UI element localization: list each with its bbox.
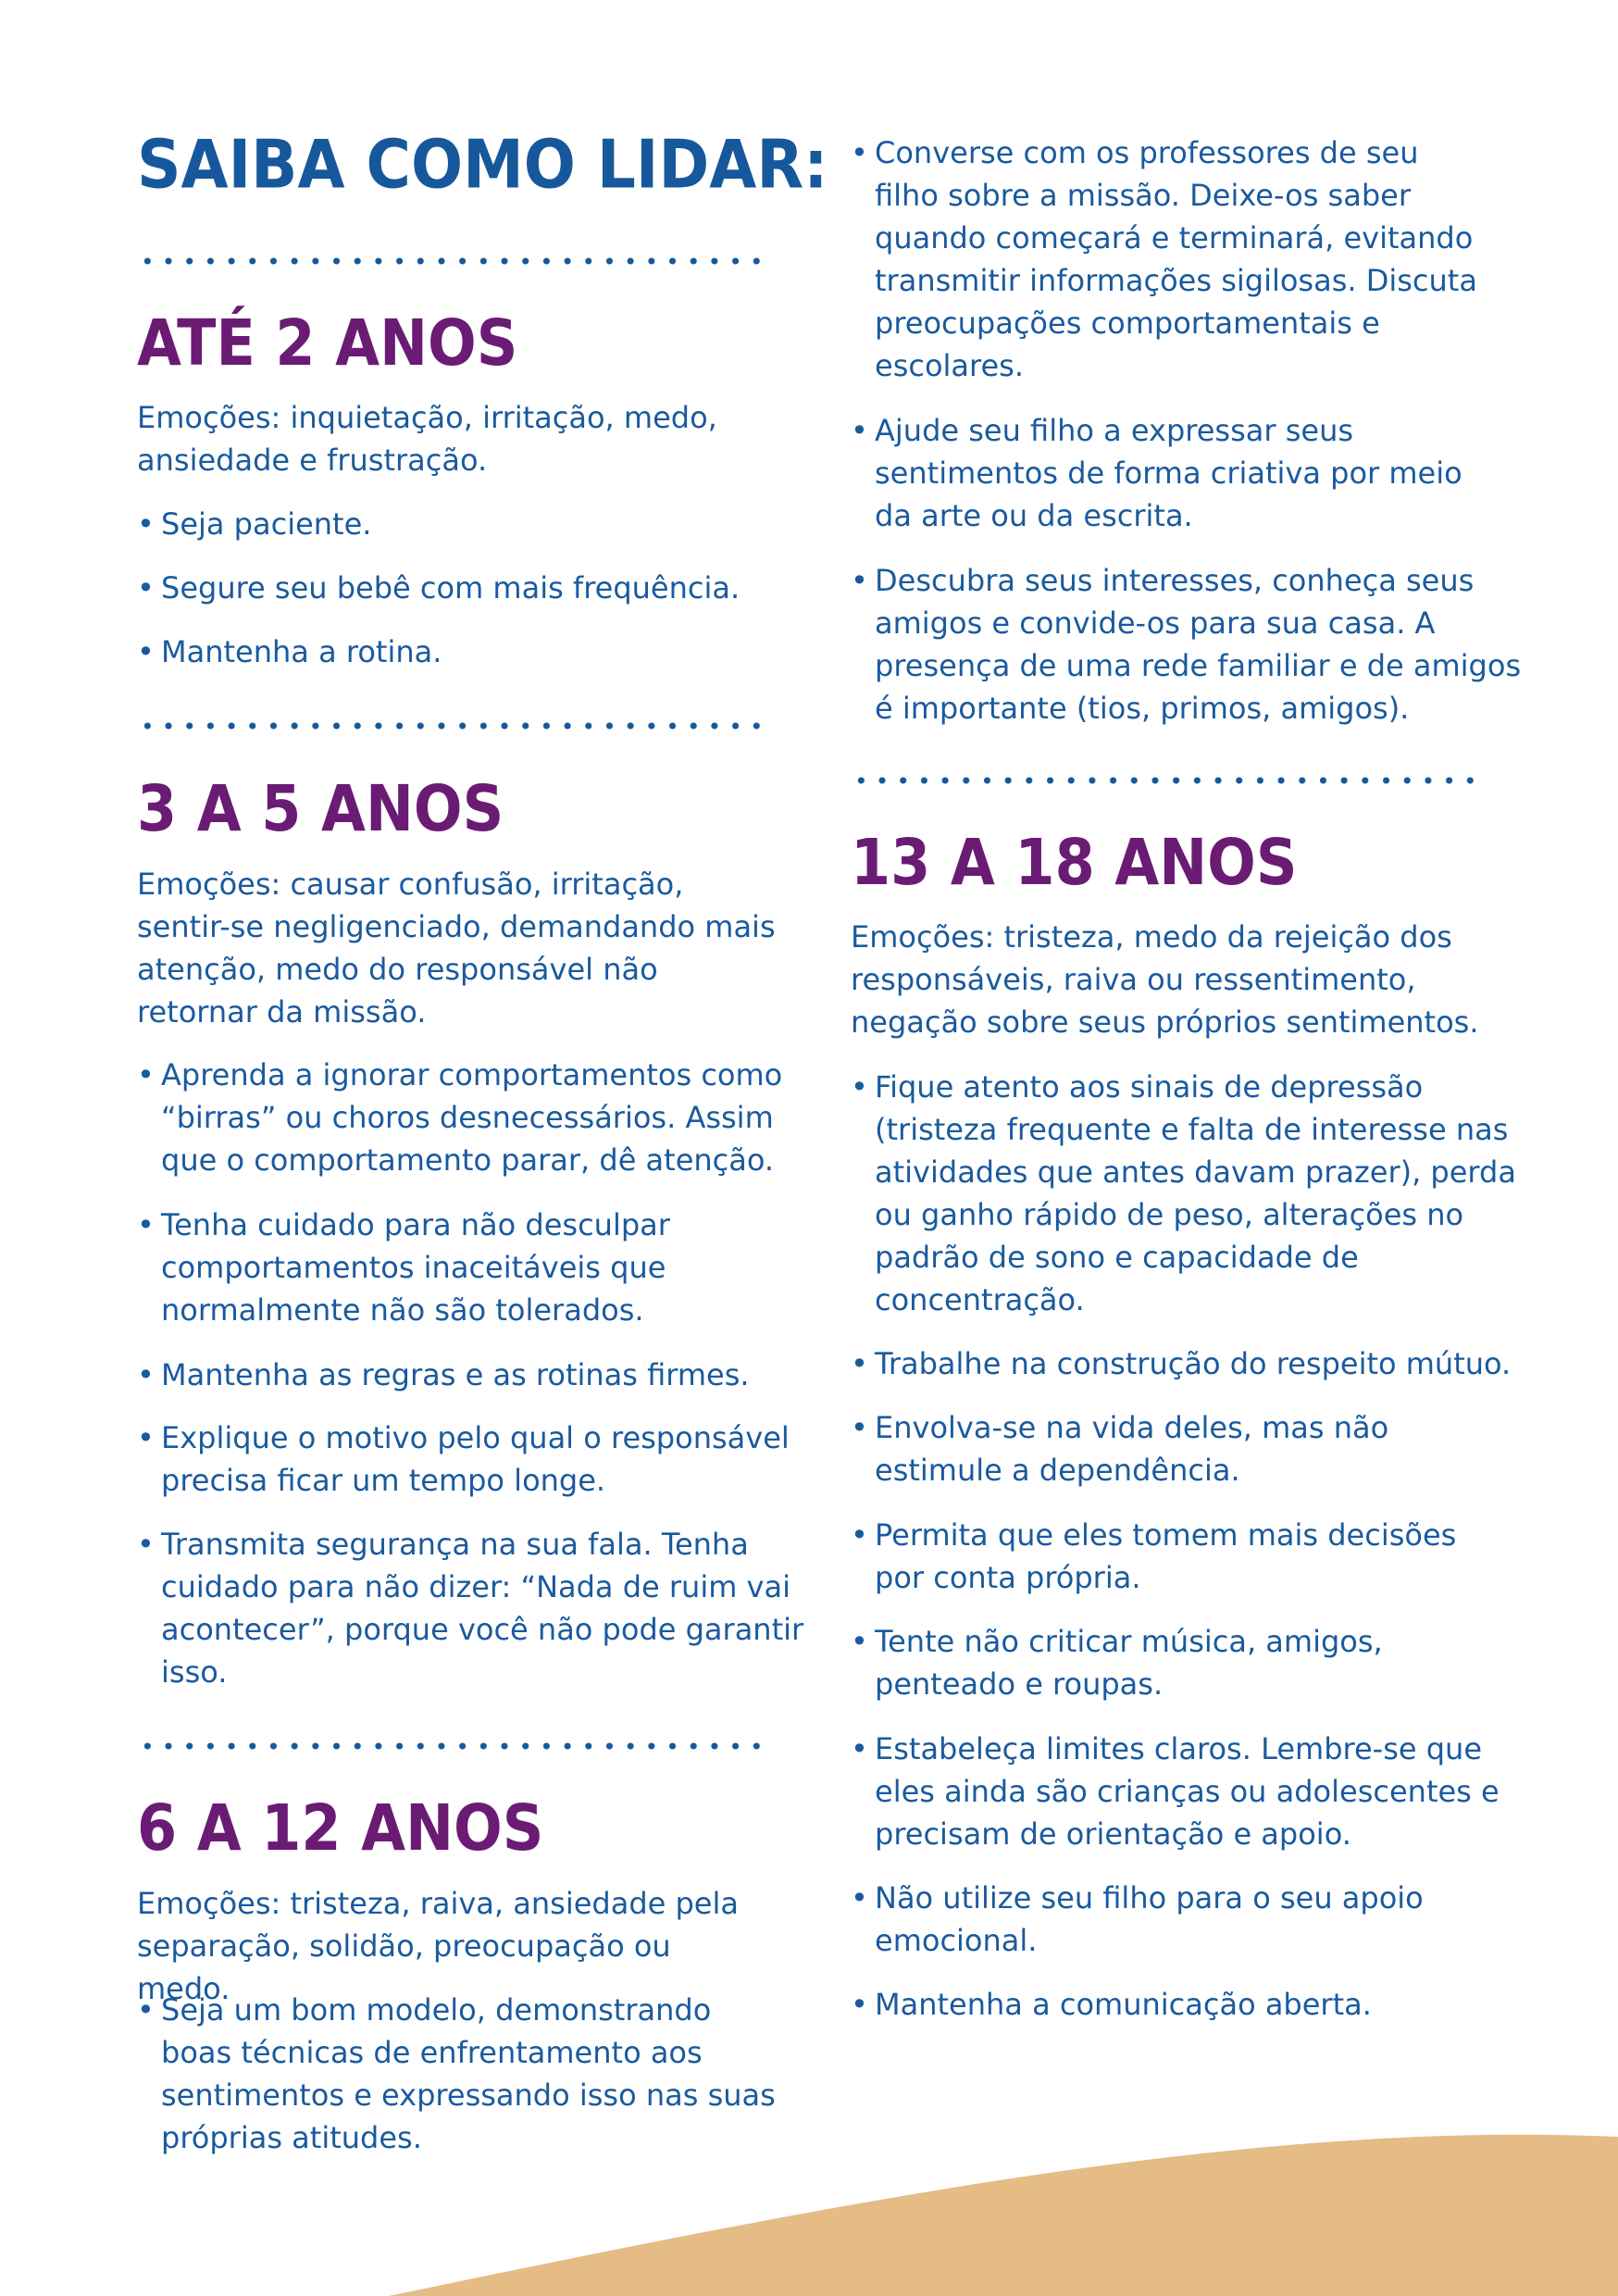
emotions-text-6-12: Emoções: tristeza, raiva, ansiedade pela separação, solidão, preocupação ou medo. <box>137 1886 739 2006</box>
section-title-3-5: 3 A 5 ANOS <box>137 771 504 846</box>
dotted-divider <box>851 776 1486 785</box>
dotted-divider <box>137 256 772 266</box>
dotted-divider <box>137 721 772 730</box>
page-title: SAIBA COMO LIDAR: <box>137 125 828 205</box>
list-item: • Trabalhe na construção do respeito mútuo. <box>851 1342 1523 1385</box>
list-item: • Fique atento aos sinais de depressão (tristeza frequente e falta de interesse nas atividades que antes davam prazer), perda ou ganho rápido de peso, alterações no padrão de sono e capacidade de concentração. <box>851 1066 1523 1321</box>
list-item: • Segure seu bebê com mais frequência. <box>137 567 809 609</box>
section-title-0-2: ATÉ 2 ANOS <box>137 306 518 381</box>
emotions-text-13-18: Emoções: tristeza, medo da rejeição dos responsáveis, raiva ou ressentimento, negação sobre seus próprios sentimentos. <box>851 919 1479 1040</box>
list-item: • Permita que eles tomem mais decisões por conta própria. <box>851 1514 1467 1599</box>
list-item: • Converse com os professores de seu filho sobre a missão. Deixe-os saber quando começará e terminará, evitando transmitir informações sigilosas. Discuta preocupações comportamentais e escolares. <box>851 131 1486 387</box>
list-item: • Estabeleça limites claros. Lembre-se que eles ainda são crianças ou adolescentes e precisam de orientação e apoio. <box>851 1728 1504 1855</box>
section-title-6-12: 6 A 12 ANOS <box>137 1791 544 1866</box>
list-item: • Seja um bom modelo, demonstrando boas técnicas de enfrentamento aos sentimentos e expressando isso nas suas próprias atitudes. <box>137 1989 790 2159</box>
list-item: • Aprenda a ignorar comportamentos como “birras” ou choros desnecessários. Assim que o comportamento parar, dê atenção. <box>137 1054 800 1181</box>
list-item: • Envolva-se na vida deles, mas não estimule a dependência. <box>851 1406 1449 1491</box>
list-item: • Descubra seus interesses, conheça seus amigos e convide-os para sua casa. A presença de uma rede familiar e de amigos é importante (tios, primos, amigos). <box>851 559 1523 730</box>
list-item: • Transmita segurança na sua fala. Tenha cuidado para não dizer: “Nada de ruim vai acontecer”, porque você não pode garantir isso. <box>137 1523 809 1693</box>
list-item: • Explique o motivo pelo qual o responsável precisa ficar um tempo longe. <box>137 1416 809 1502</box>
emotions-text-3-5: Emoções: causar confusão, irritação, sentir-se negligenciado, demandando mais atenção, medo do responsável não retornar da missão. <box>137 867 776 1029</box>
list-item: • Tente não criticar música, amigos, penteado e roupas. <box>851 1620 1430 1705</box>
list-item: • Mantenha a rotina. <box>137 630 809 673</box>
dotted-divider <box>137 1741 772 1751</box>
list-item: • Mantenha a comunicação aberta. <box>851 1983 1523 2026</box>
section-title-13-18: 13 A 18 ANOS <box>851 825 1298 900</box>
list-item: • Ajude seu filho a expressar seus sentimentos de forma criativa por meio da arte ou da escrita. <box>851 409 1467 537</box>
list-item: • Não utilize seu filho para o seu apoio emocional. <box>851 1877 1467 1962</box>
emotions-text-0-2: Emoções: inquietação, irritação, medo, ansiedade e frustração. <box>137 400 717 478</box>
list-item: • Mantenha as regras e as rotinas firmes. <box>137 1354 809 1396</box>
list-item: • Seja paciente. <box>137 503 809 545</box>
list-item: • Tenha cuidado para não desculpar comportamentos inaceitáveis que normalmente não são tolerados. <box>137 1204 735 1331</box>
